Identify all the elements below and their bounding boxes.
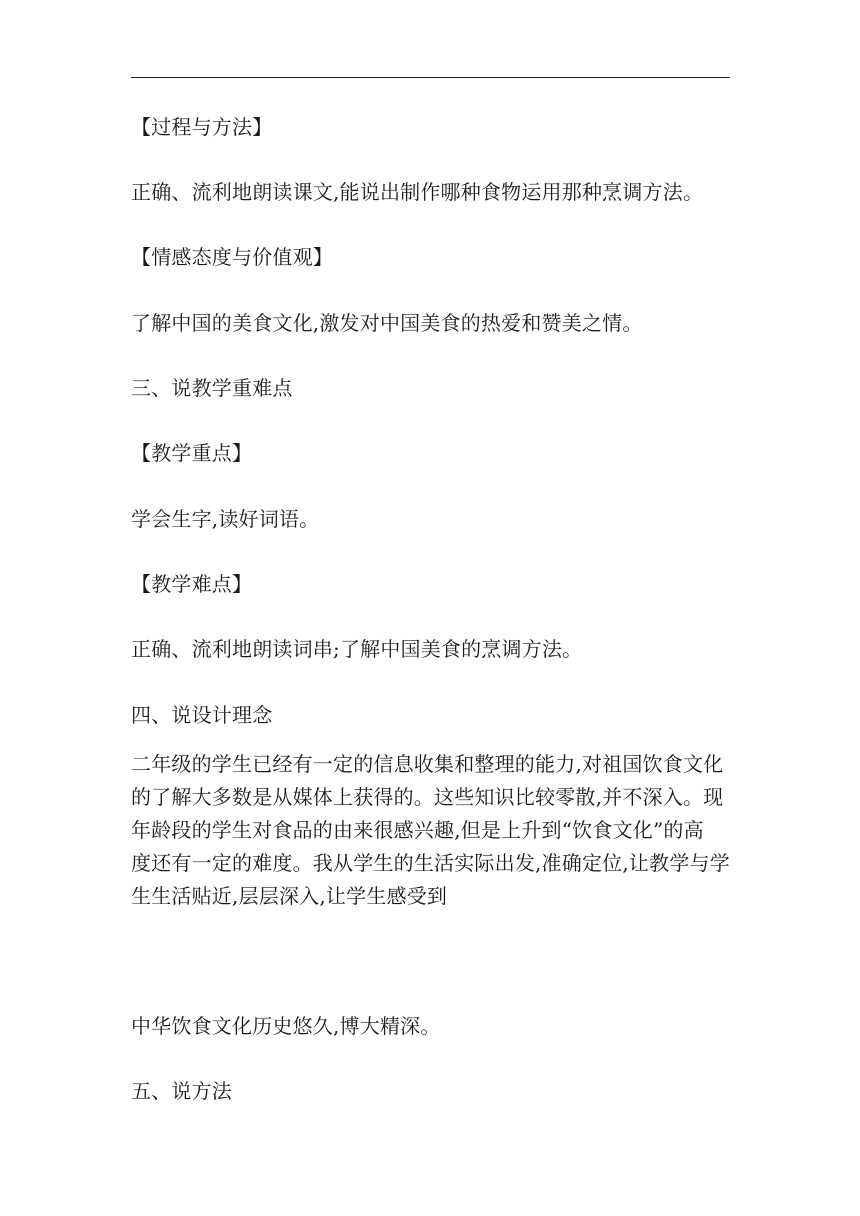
section-three-title: 三、说教学重难点 <box>131 376 293 400</box>
heading-key-points: 【教学重点】 <box>131 441 253 465</box>
paragraph-line: 的了解大多数是从媒体上获得的。这些知识比较零散,并不深入。现 <box>131 785 724 809</box>
heading-difficult-points: 【教学难点】 <box>131 572 253 596</box>
section-five-title: 五、说方法 <box>131 1079 232 1103</box>
text-key-points: 学会生字,读好词语。 <box>131 507 320 531</box>
header-rule <box>131 77 730 78</box>
text-process-method: 正确、流利地朗读课文,能说出制作哪种食物运用那种烹调方法。 <box>131 180 704 204</box>
text-difficult-points: 正确、流利地朗读词串;了解中国美食的烹调方法。 <box>131 637 583 661</box>
heading-emotion-values: 【情感态度与价值观】 <box>131 245 333 269</box>
paragraph-line: 生生活贴近,层层深入,让学生感受到 <box>131 884 448 908</box>
heading-process-method: 【过程与方法】 <box>131 115 273 139</box>
section-four-title: 四、说设计理念 <box>131 703 273 727</box>
paragraph-line: 度还有一定的难度。我从学生的生活实际出发,准确定位,让教学与学 <box>131 851 730 875</box>
paragraph-line: 年龄段的学生对食品的由来很感兴趣,但是上升到“饮食文化”的高 <box>131 818 704 842</box>
text-emotion-values: 了解中国的美食文化,激发对中国美食的热爱和赞美之情。 <box>131 311 643 335</box>
closing-line: 中华饮食文化历史悠久,博大精深。 <box>131 1014 441 1038</box>
paragraph-line: 二年级的学生已经有一定的信息收集和整理的能力,对祖国饮食文化 <box>131 752 724 776</box>
design-concept-paragraph <box>131 748 731 913</box>
